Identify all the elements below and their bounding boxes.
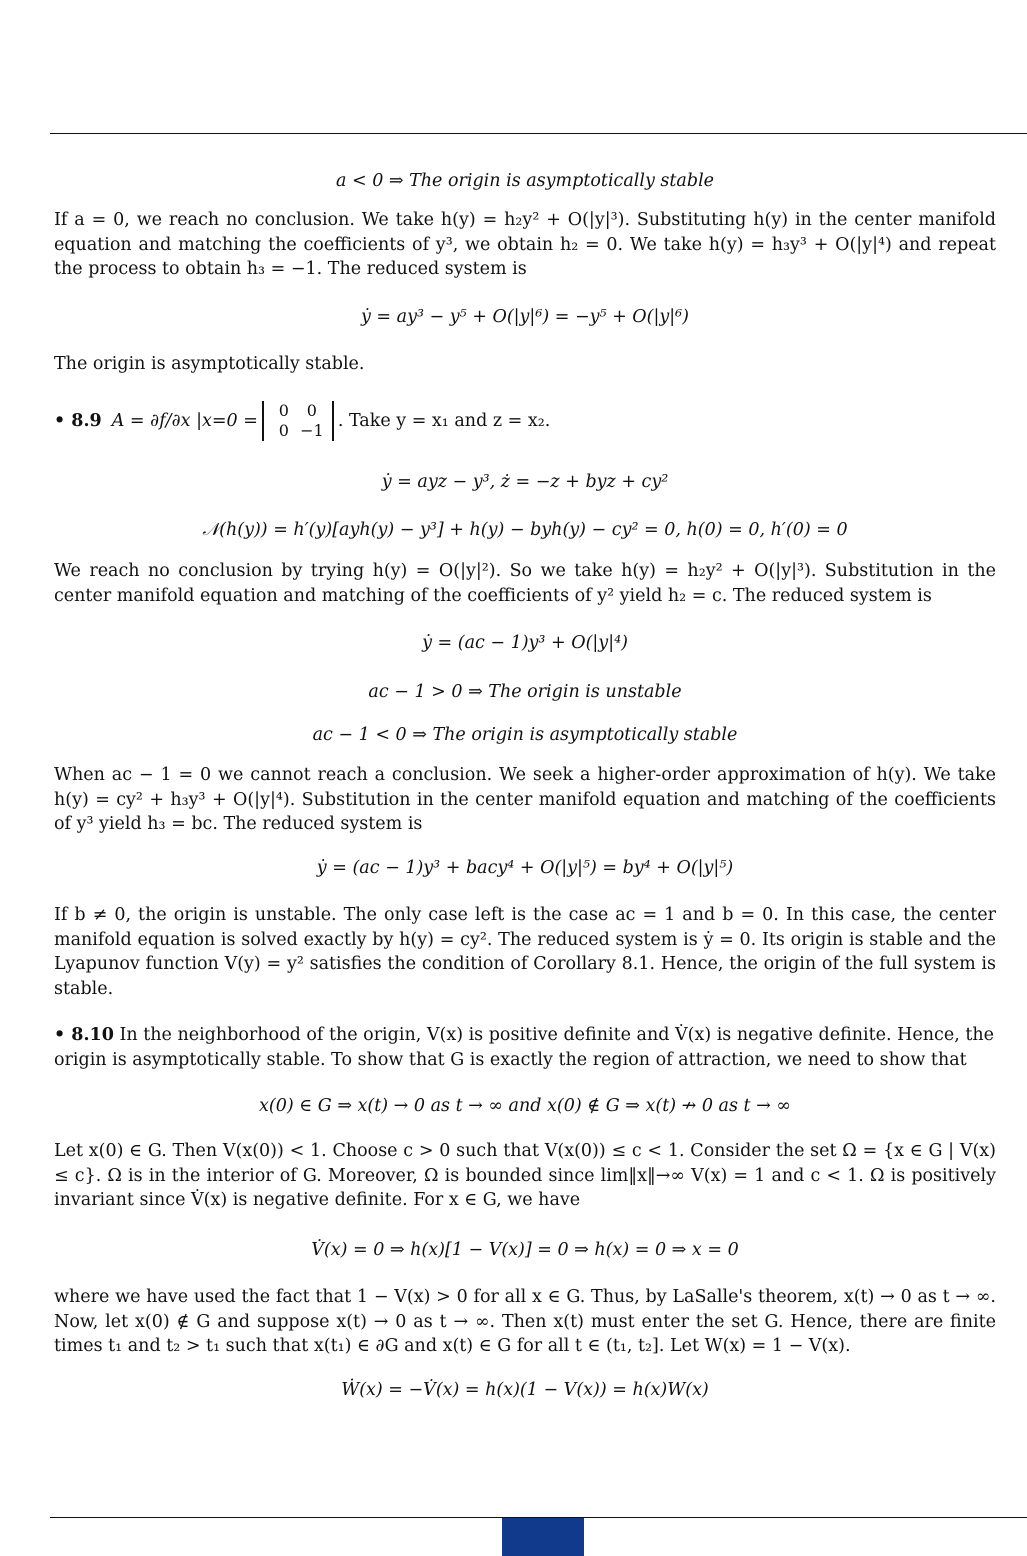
exercise-8-9-header [54,398,996,444]
result-asymptotically-stable: ac − 1 < 0 ⇒ The origin is asymptotically stable [312,725,738,745]
paragraph-ac-equals-one: When ac − 1 = 0 we cannot reach a conclusion. We seek a higher-order approximation of h(y). We take h(y) = cy² + h₃y³ + O(|y|⁴). Substitution in the center manifold equation and matching of the coefficients of y³ yield h₃ = bc. The reduced system is [54,765,996,834]
header-rule [50,133,1027,134]
paragraph-b-nonzero: If b ≠ 0, the origin is unstable. The only case left is the case ac = 1 and b = 0. In this case, the center manifold equation is solved exactly by h(y) = cy². The reduced system is ẏ = 0. Its origin is stable and the Lyapunov function V(y) = y² satisfies the condition of Corollary 8.1. Hence, the origin of the full system is stable. [54,905,996,999]
equation-center-manifold: 𝒩(h(y)) = h′(y)[ayh(y) − y³] + h(y) − byh(y) − cy² = 0, h(0) = 0, h′(0) = 0 [202,520,848,540]
matrix-cell: −1 [300,421,324,440]
exercise-8-10 [54,1023,996,1072]
exercise-8-10-label: • 8.10 [54,1025,114,1045]
paragraph-lasalle: where we have used the fact that 1 − V(x) > 0 for all x ∈ G. Thus, by LaSalle's theorem, x(t) → 0 as t → ∞. Now, let x(0) ∉ G and suppose x(t) → 0 as t → ∞. Then x(t) must enter the set G. Hence, there are finite times t₁ and t₂ > t₁ such that x(t₁) ∈ ∂G and x(t) ∈ G for all t ∈ (t₁, t₂]. Let W(x) = 1 − V(x). [54,1287,996,1356]
paragraph-a-zero: If a = 0, we reach no conclusion. We take h(y) = h₂y² + O(|y|³). Substituting h(y) in the center manifold equation and matching the coefficients of y³, we obtain h₂ = 0. We take h(y) = h₃y³ + O(|y|⁴) and repeat the process to obtain h₃ = −1. The reduced system is [54,210,996,279]
paragraph-h2: We reach no conclusion by trying h(y) = O(|y|²). So we take h(y) = h₂y² + O(|y|³). Substitution in the center manifold equation and matching of the coefficients of y² yield h₂ = c. The reduced system is [54,561,996,606]
exercise-8-9-label: • 8.9 [54,410,102,431]
matrix-cell: 0 [278,401,289,420]
paragraph-omega-set: Let x(0) ∈ G. Then V(x(0)) < 1. Choose c > 0 such that V(x(0)) ≤ c < 1. Consider the set Ω = {x ∈ G | V(x) ≤ c}. Ω is in the interior of G. Moreover, Ω is bounded since lim‖x‖→∞ V(x) = 1 and c < 1. Ω is positively invariant since V̇(x) is negative definite. For x ∈ G, we have [54,1141,996,1210]
variable-change: . Take y = x₁ and z = x₂. [337,410,551,431]
equation-vdot: V̇(x) = 0 ⇒ h(x)[1 − V(x)] = 0 ⇒ h(x) = 0 ⇒ x = 0 [311,1240,739,1260]
exercise-8-10-text: In the neighborhood of the origin, V(x) is positive definite and V̇(x) is negative definite. Hence, the origin is asymptotically stable. To show that G is exactly the region of attraction, we need to show that [54,1025,994,1070]
equation-reduced-1: ẏ = ay³ − y⁵ + O(|y|⁶) = −y⁵ + O(|y|⁶) [360,307,690,327]
result-a-negative: a < 0 ⇒ The origin is asymptotically stable [335,171,715,191]
jacobian-definition: A = ∂f/∂x |x=0 = [111,410,258,431]
equation-reduced-3: ẏ = (ac − 1)y³ + bacy⁴ + O(|y|⁵) = by⁴ + O(|y|⁵) [316,858,734,878]
equation-region-of-attraction: x(0) ∈ G ⇒ x(t) → 0 as t → ∞ and x(0) ∉ G ⇒ x(t) ↛ 0 as t → ∞ [259,1096,791,1116]
matrix-cell: 0 [278,421,289,440]
jacobian-matrix [262,401,334,441]
conclusion-asymptotically-stable: The origin is asymptotically stable. [54,354,365,374]
page-number-tab [502,1518,584,1556]
matrix-cell: 0 [306,401,317,420]
result-unstable: ac − 1 > 0 ⇒ The origin is unstable [368,682,682,702]
equation-system: ẏ = ayz − y³, ż = −z + byz + cy² [381,472,669,492]
equation-wdot: Ẇ(x) = −V̇(x) = h(x)(1 − V(x)) = h(x)W(x) [341,1380,709,1400]
equation-reduced-2: ẏ = (ac − 1)y³ + O(|y|⁴) [422,633,628,653]
